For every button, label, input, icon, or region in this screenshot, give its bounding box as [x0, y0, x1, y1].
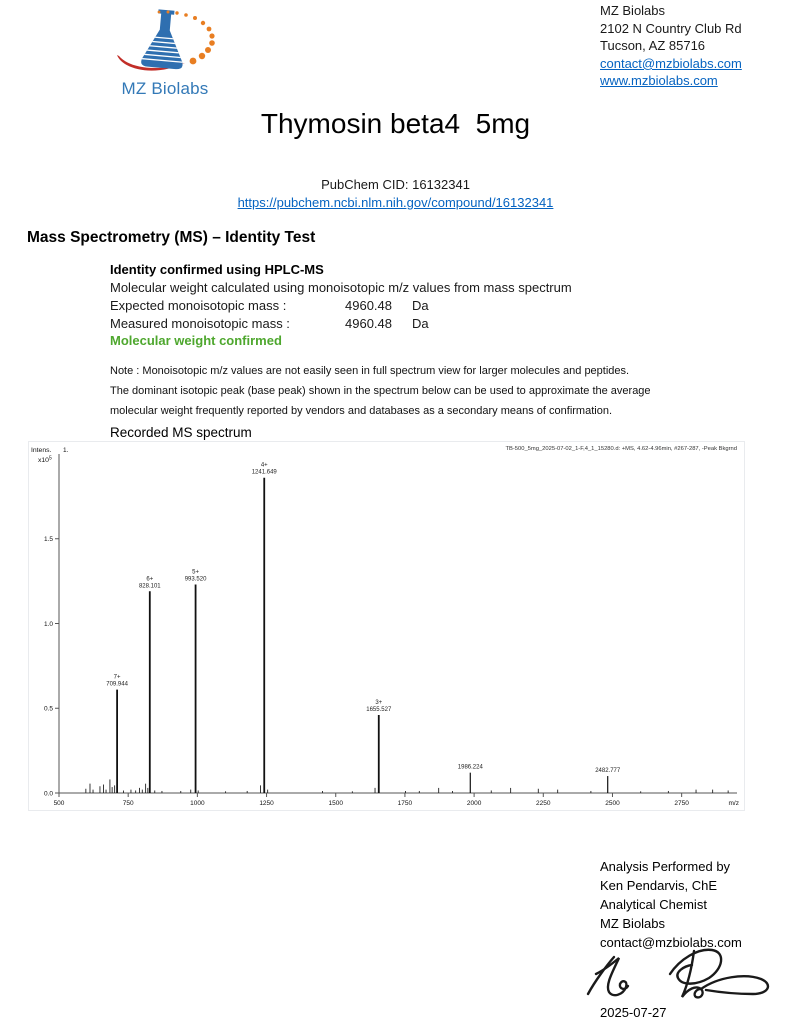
company-logo [103, 4, 227, 99]
pubchem-url-link[interactable]: https://pubchem.ncbi.nlm.nih.gov/compound/16132341 [237, 195, 554, 210]
note-paragraph [110, 361, 651, 421]
analysis-date: 2025-07-27 [600, 1005, 667, 1020]
note-line-2: The dominant isotopic peak (base peak) shown in the spectrum below can be used to approximate the average [110, 385, 651, 397]
measured-mass-row [110, 316, 429, 331]
svg-text:1250: 1250 [259, 800, 274, 807]
analyst-name: Ken Pendarvis, ChE [600, 878, 718, 893]
note-line-1: Note : Monoisotopic m/z values are not easily seen in full spectrum view for larger molecules and peptides. [110, 365, 630, 377]
identity-confirmed-line: Identity confirmed using HPLC-MS [110, 262, 324, 277]
svg-text:6+: 6+ [146, 576, 154, 583]
analyst-title: Analytical Chemist [600, 897, 707, 912]
ms-spectrum-chart [28, 441, 745, 811]
svg-text:1750: 1750 [397, 800, 413, 807]
pubchem-link-row [0, 195, 791, 210]
svg-text:750: 750 [122, 800, 134, 807]
analyst-email: contact@mzbiolabs.com [600, 935, 742, 950]
svg-text:4+: 4+ [260, 462, 268, 469]
svg-text:1500: 1500 [328, 800, 343, 807]
ms-section-heading: Mass Spectrometry (MS) – Identity Test [27, 229, 316, 246]
expected-mass-label: Expected monoisotopic mass : [110, 298, 287, 313]
svg-text:1655.527: 1655.527 [366, 707, 392, 714]
svg-text:993.520: 993.520 [184, 576, 207, 583]
spectrum-caption: Recorded MS spectrum [110, 425, 252, 440]
measured-mass-label: Measured monoisotopic mass : [110, 316, 290, 331]
signature [582, 940, 787, 1009]
svg-text:m/z: m/z [728, 800, 739, 807]
svg-text:x105: $x10^5$ [38, 455, 52, 464]
svg-text:1.0: 1.0 [43, 620, 53, 628]
pubchem-cid: PubChem CID: 16132341 [321, 177, 470, 192]
contact-email-link[interactable]: contact@mzbiolabs.com [600, 55, 742, 71]
note-line-3: molecular weight frequently reported by vendors and databases as a secondary means of confirmation. [110, 405, 613, 417]
measured-mass-unit: Da [412, 316, 429, 331]
svg-text:2250: 2250 [536, 800, 551, 807]
expected-mass-value: 4960.48 [345, 298, 392, 313]
svg-text:2000: 2000 [466, 800, 482, 807]
contact-block [600, 2, 742, 90]
analyst-company: MZ Biolabs [600, 916, 666, 931]
expected-mass-unit: Da [412, 298, 429, 313]
svg-text:1241.649: 1241.649 [251, 469, 277, 476]
svg-text:2500: 2500 [605, 800, 620, 807]
analyst-line-1: Analysis Performed by [600, 859, 731, 874]
svg-text:0.5: 0.5 [43, 705, 53, 713]
contact-website-link[interactable]: www.mzbiolabs.com [600, 73, 718, 89]
svg-text:2482.777: 2482.777 [595, 768, 621, 775]
measured-mass-value: 4960.48 [345, 316, 392, 331]
svg-text:3+: 3+ [375, 700, 383, 707]
svg-text:828.101: 828.101 [138, 583, 161, 590]
svg-text:0.0: 0.0 [43, 790, 53, 798]
expected-mass-row [110, 298, 429, 313]
contact-city: Tucson, AZ 85716 [600, 38, 706, 54]
svg-text:1986.224: 1986.224 [457, 764, 483, 771]
svg-text:2750: 2750 [674, 800, 689, 807]
logo-brand-text: MZ Biolabs [121, 79, 209, 98]
contact-company: MZ Biolabs [600, 3, 666, 18]
result-confirmed-text: Molecular weight confirmed [110, 333, 282, 348]
svg-text:TB-500_5mg_2025-07-02_1-F,4_1_: TB-500_5mg_2025-07-02_1-F,4_1_15280.d: +MS, 4.62-4.96min, #267-287, -Peak Bkgrnd [505, 446, 737, 452]
svg-text:1.5: 1.5 [43, 536, 53, 544]
ms-spectrum-svg [29, 442, 742, 808]
signature-icon [582, 940, 787, 1004]
svg-text:5+: 5+ [192, 569, 199, 576]
svg-text:500: 500 [53, 800, 65, 807]
flask-logo-icon [103, 4, 227, 76]
svg-text:Intens.: Intens. [31, 447, 52, 454]
svg-text:1.: 1. [63, 447, 69, 454]
method-line: Molecular weight calculated using monoisotopic m/z values from mass spectrum [110, 280, 572, 295]
svg-text:709.944: 709.944 [106, 681, 128, 688]
contact-street: 2102 N Country Club Rd [600, 20, 742, 36]
svg-text:1000: 1000 [190, 800, 205, 807]
product-title: Thymosin beta4 5mg [260, 108, 531, 139]
svg-text:7+: 7+ [113, 674, 121, 681]
analyst-block [600, 857, 742, 952]
